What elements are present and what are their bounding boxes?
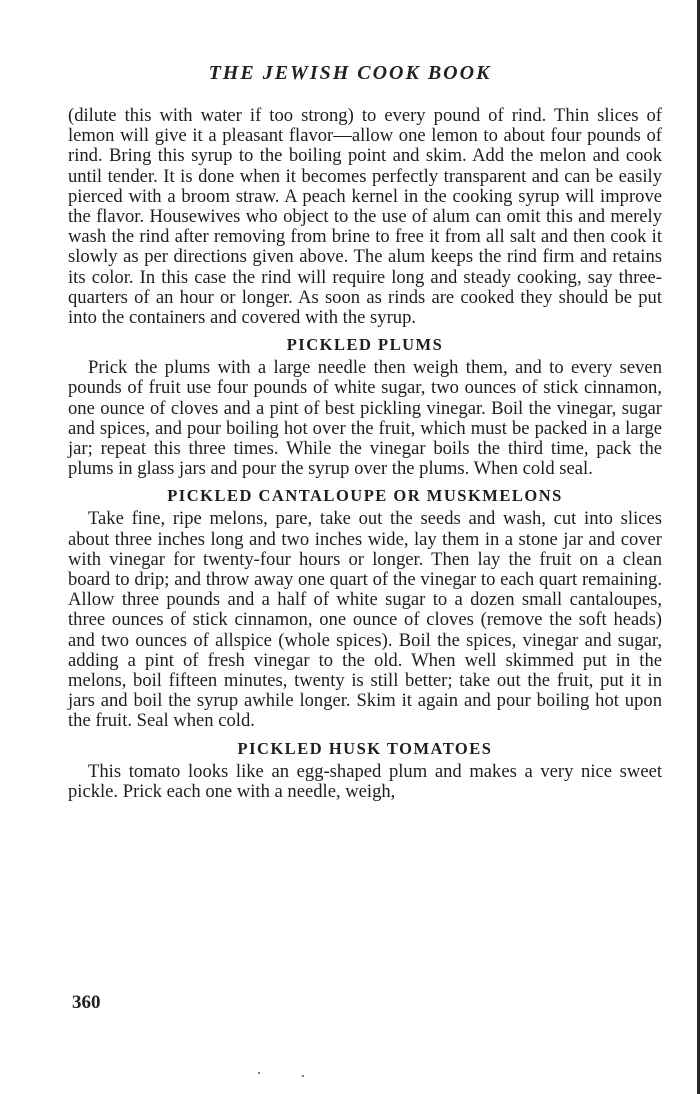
section-heading-pickled-husk-tomatoes: PICKLED HUSK TOMATOES: [237, 738, 493, 758]
section-heading-pickled-cantaloupe: PICKLED CANTALOUPE OR MUSKMELONS: [167, 486, 563, 506]
section-heading-pickled-plums: PICKLED PLUMS: [286, 335, 444, 355]
section-text-pickled-cantaloupe: Take fine, ripe melons, pare, take out the seeds and wash, cut into slices about three inches long and two inches wide, lay them in a stone jar and cover with vinegar for twenty-four hours or longer. Then lay the fruit on a clean board to drip; and throw away one quart of the vinegar to each quart remaining. Allow three pounds and a half of white sugar to a dozen small cantaloupes, three ounces of stick cinnamon, one ounce of cloves (remove the soft heads) and two ounces of allspice (whole spices). Boil the spices, vinegar and sugar, adding a pint of fresh vinegar to the old. When well skimmed put in the melons, boil fifteen minutes, twenty is still better; take out the fruit, put it in jars and boil the syrup awhile longer. Skim it again and pour boiling hot upon the fruit. Seal when cold.: [68, 508, 662, 732]
running-head: THE JEWISH COOK BOOK: [208, 62, 492, 84]
ink-speck: [258, 1072, 260, 1074]
page-body: [68, 106, 662, 802]
section-text-pickled-husk-tomatoes: This tomato looks like an egg-shaped plum and makes a very nice sweet pickle. Prick each one with a needle, weigh,: [68, 760, 662, 802]
page-number: 360: [72, 992, 101, 1013]
intro-paragraph: (dilute this with water if too strong) to every pound of rind. Thin slices of lemon will give it a pleasant flavor—allow one lemon to about four pounds of rind. Bring this syrup to the boiling point and skim. Add the melon and cook until tender. It is done when it becomes perfectly transparent and can be easily pierced with a broom straw. A peach kernel in the cooking syrup will improve the flavor. Housewives who object to the use of alum can omit this and merely wash the rind after removing from brine to free it from all salt and then cook it slowly as per directions given above. The alum keeps the rind firm and retains its color. In this case the rind will require long and steady cooking, say three-quarters of an hour or longer. As soon as rinds are cooked they should be put into the containers and covered with the syrup.: [68, 105, 662, 329]
ink-speck: [302, 1075, 304, 1077]
section-text-pickled-plums: Prick the plums with a large needle then weigh them, and to every seven pounds of fruit use four pounds of white sugar, two ounces of stick cinnamon, one ounce of cloves and a pint of best pickling vinegar. Boil the vinegar, sugar and spices, and pour boiling hot over the fruit, which must be packed in a large jar; repeat this three times. While the vinegar boils the third time, pack the plums in glass jars and pour the syrup over the plums. When cold seal.: [68, 357, 662, 480]
